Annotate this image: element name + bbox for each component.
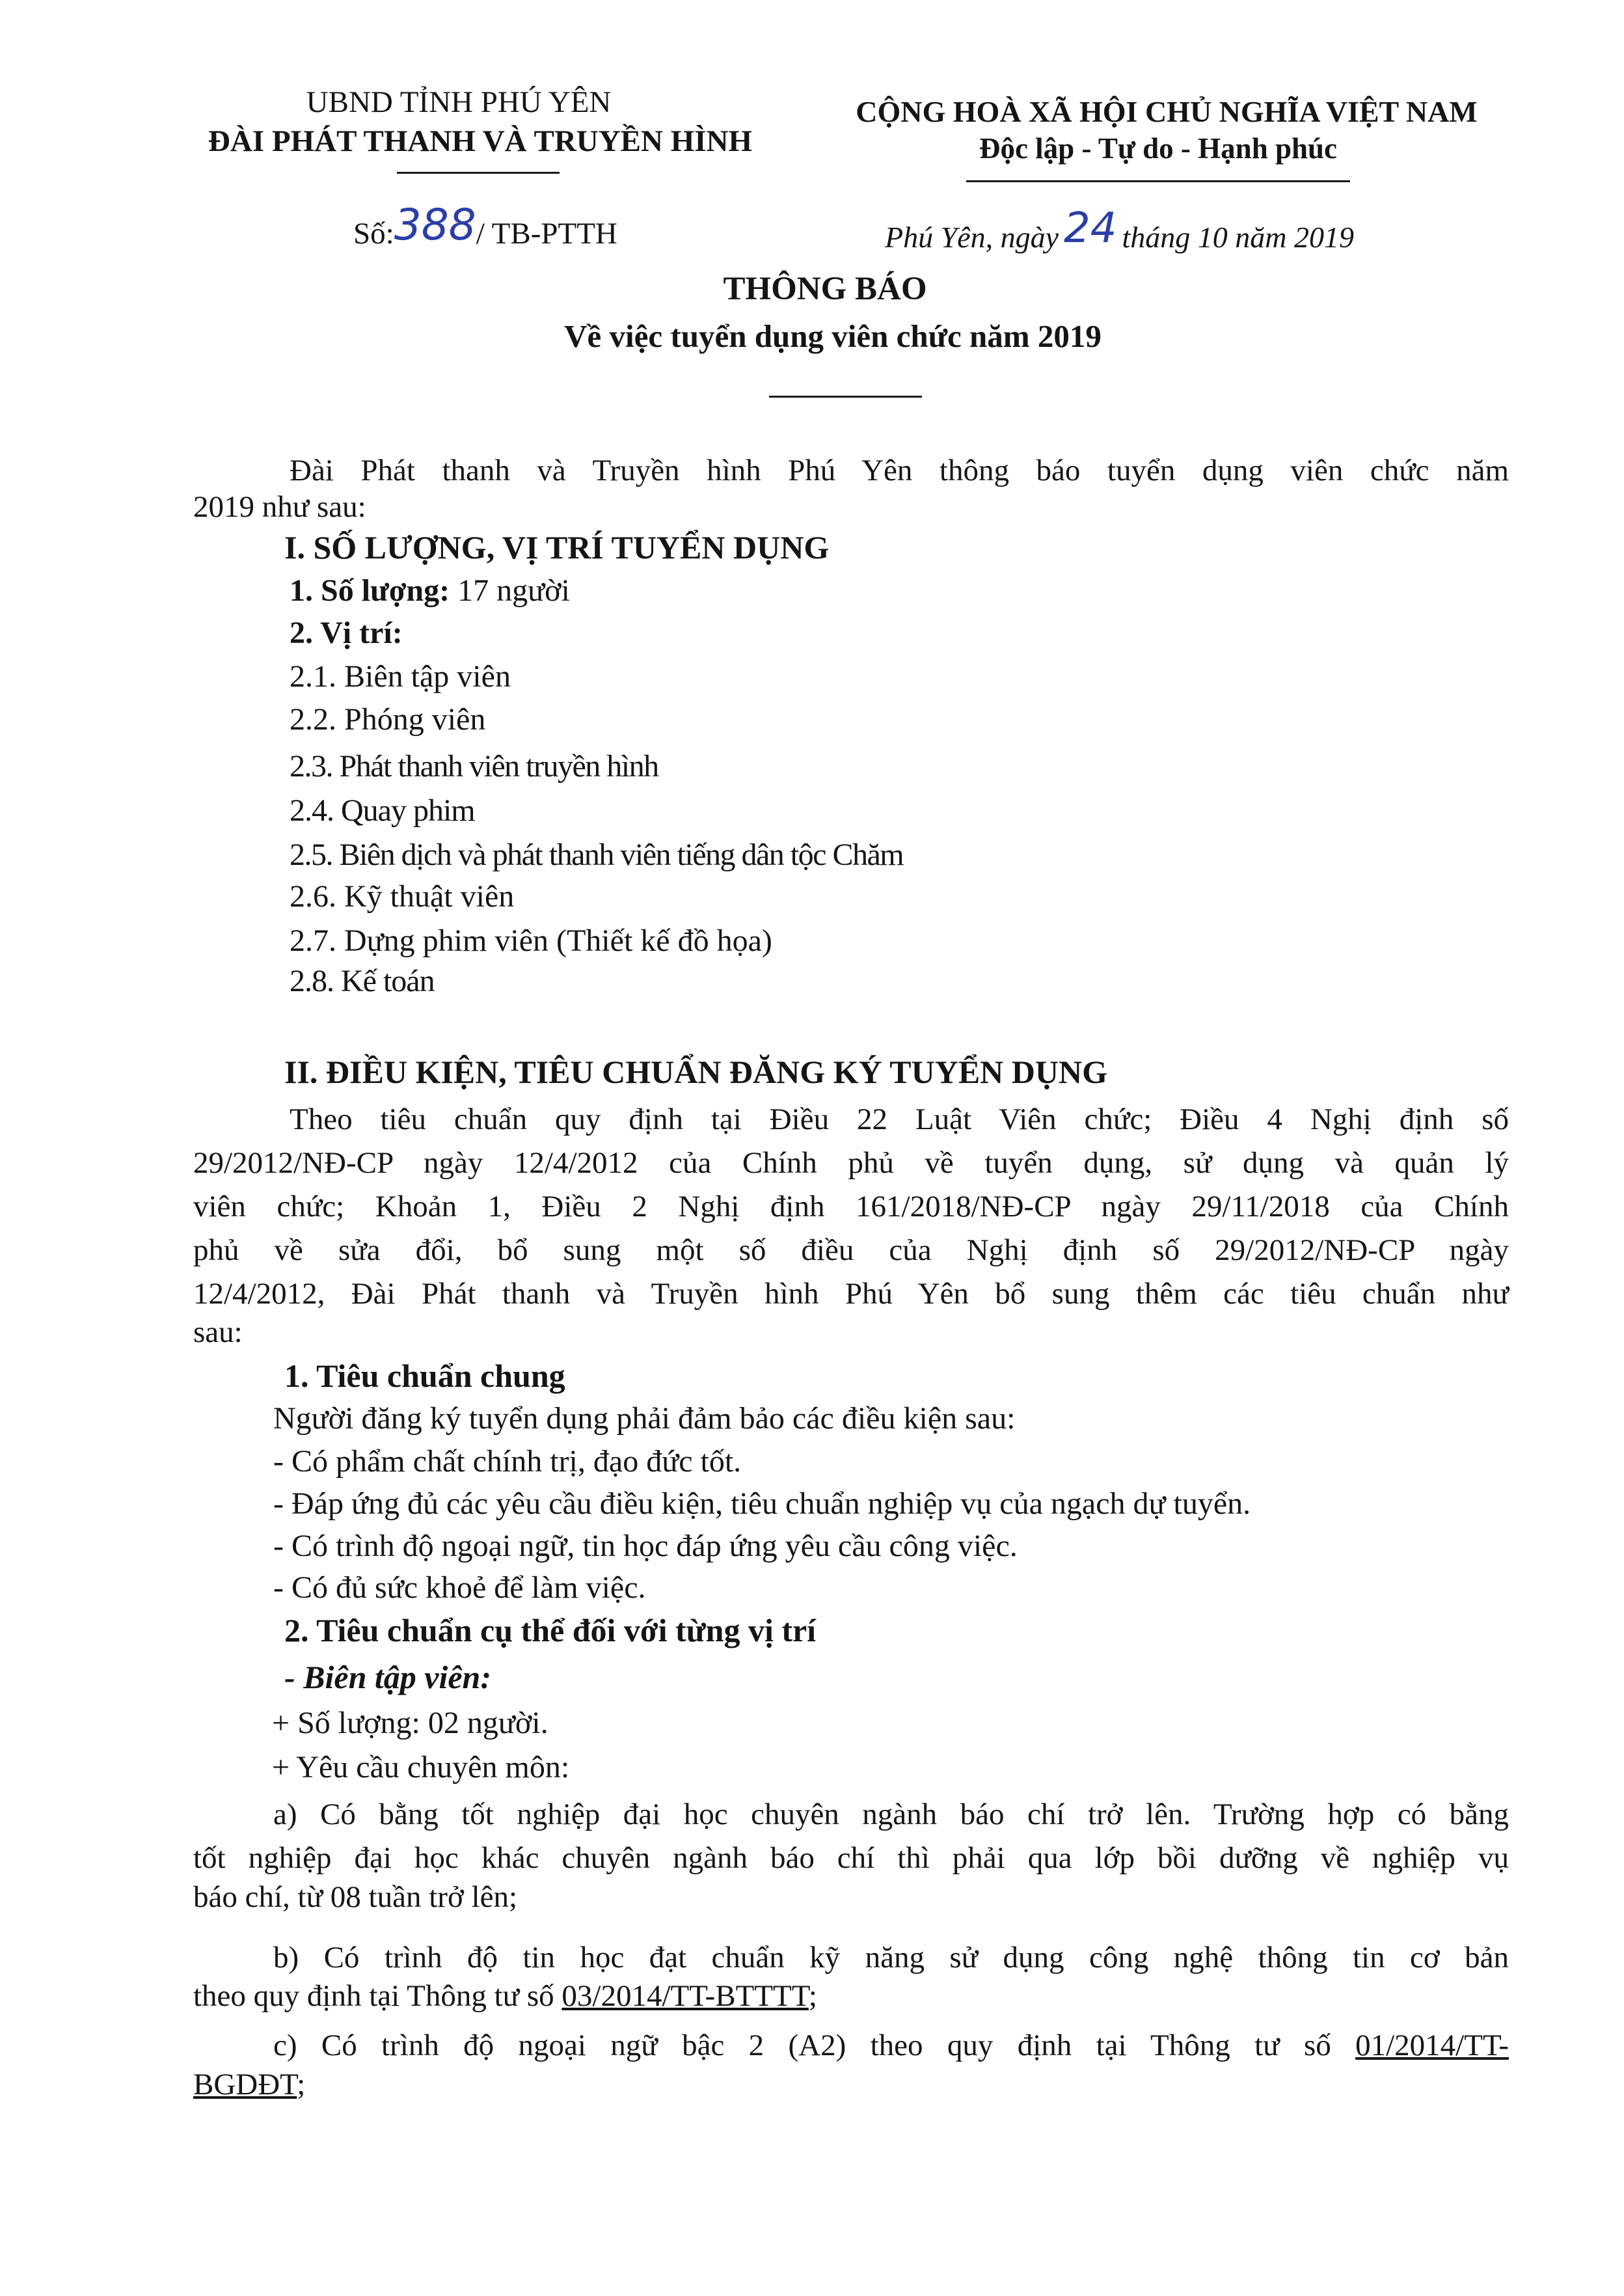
place-date-prefix: Phú Yên, ngày [885,221,1059,254]
position-item: 2.8. Kế toán [290,964,435,998]
editor-position-label: - Biên tập viên: [284,1659,492,1695]
doc-no-suffix: / TB-PTTH [476,217,617,251]
criteria-paragraph-line: sau: [193,1315,243,1349]
positions-label: 2. Vị trí: [290,616,403,650]
criteria-paragraph-line: 29/2012/NĐ-CP ngày 12/4/2012 của Chính phủ về tuyển dụng, sử dụng và quản lý [193,1146,1509,1180]
criteria-paragraph-line: 12/4/2012, Đài Phát thanh và Truyền hình Phú Yên bổ sung thêm các tiêu chuẩn như [193,1277,1509,1311]
doc-no-handwritten: 388 [394,200,476,250]
page-subject: Về việc tuyển dụng viên chức năm 2019 [564,318,1102,354]
req-c-reference: 01/2014/TT- [1355,2029,1509,2062]
general-criteria-heading: 1. Tiêu chuẩn chung [284,1358,565,1394]
document-number [353,200,617,254]
position-item: 2.6. Kỹ thuật viên [290,879,515,914]
req-b-reference: 03/2014/TT-BTTTT [562,1979,809,2013]
nation-motto: Độc lập - Tự do - Hạnh phúc [979,132,1338,165]
req-c-prefix: c) Có trình độ ngoại ngữ bậc 2 (A2) theo quy định tại Thông tư số [273,2029,1356,2062]
req-c-reference-continued: BGDĐT [193,2068,297,2101]
nation-title: CỘNG HOÀ XÃ HỘI CHỦ NGHĨA VIỆT NAM [856,95,1478,128]
position-item: 2.1. Biên tập viên [290,659,511,694]
position-item: 2.3. Phát thanh viên truyền hình [290,749,658,784]
page-title: THÔNG BÁO [723,271,927,307]
place-date [885,204,1354,258]
criteria-paragraph-line: viên chức; Khoản 1, Điều 2 Nghị định 161/2018/NĐ-CP ngày 29/11/2018 của Chính [193,1190,1509,1223]
section-2-heading: II. ĐIỀU KIỆN, TIÊU CHUẨN ĐĂNG KÝ TUYỂN DỤNG [284,1054,1107,1090]
quantity-value: 17 người [450,573,570,608]
quantity-label: 1. Số lượng: [290,573,450,608]
general-criteria-intro: Người đăng ký tuyển dụng phải đảm bảo các điều kiện sau: [273,1401,1016,1436]
req-b-prefix: theo quy định tại Thông tư số [193,1979,562,2013]
doc-no-prefix: Số: [353,217,394,251]
place-date-suffix: tháng 10 năm 2019 [1122,221,1354,254]
org-province: UBND TỈNH PHÚ YÊN [306,85,612,119]
general-criteria-item: - Đáp ứng đủ các yêu cầu điều kiện, tiêu chuẩn nghiệp vụ của ngạch dự tuyển. [273,1486,1251,1521]
day-handwritten: 24 [1064,204,1117,253]
org-underline [397,172,560,174]
quantity-line [290,573,570,608]
requirement-a-line: tốt nghiệp đại học khác chuyên ngành báo chí thì phải qua lớp bồi dưỡng về nghiệp vụ [193,1841,1509,1875]
requirement-a-line: a) Có bằng tốt nghiệp đại học chuyên ngành báo chí trở lên. Trường hợp có bằng [273,1797,1509,1831]
criteria-paragraph-line: Theo tiêu chuẩn quy định tại Điều 22 Luật Viên chức; Điều 4 Nghị định số [290,1102,1509,1136]
criteria-paragraph-line: phủ về sửa đổi, bổ sung một số điều của Nghị định số 29/2012/NĐ-CP ngày [193,1233,1509,1267]
req-c-suffix: ; [297,2068,306,2101]
requirement-a-line: báo chí, từ 08 tuần trở lên; [193,1880,518,1914]
requirement-c-line [193,2067,305,2102]
position-item: 2.2. Phóng viên [290,702,486,737]
general-criteria-item: - Có trình độ ngoại ngữ, tin học đáp ứng yêu cầu công việc. [273,1529,1018,1563]
position-item: 2.4. Quay phim [290,793,475,828]
requirement-b-line [193,1978,817,2014]
intro-line-2: 2019 như sau: [193,490,366,524]
intro-line-1: Đài Phát thanh và Truyền hình Phú Yên thông báo tuyển dụng viên chức năm [290,454,1509,487]
org-name: ĐÀI PHÁT THANH VÀ TRUYỀN HÌNH [208,124,753,158]
editor-requirements-label: + Yêu cầu chuyên môn: [272,1750,570,1784]
requirement-b-line: b) Có trình độ tin học đạt chuẩn kỹ năng sử dụng công nghệ thông tin cơ bản [273,1941,1509,1975]
specific-criteria-heading: 2. Tiêu chuẩn cụ thể đối với từng vị trí [284,1612,817,1648]
position-item: 2.5. Biên dịch và phát thanh viên tiếng dân tộc Chăm [290,838,904,872]
title-underline [769,396,922,398]
req-b-suffix: ; [808,1979,817,2013]
motto-underline [966,180,1350,182]
requirement-c-line [273,2024,1509,2067]
general-criteria-item: - Có phẩm chất chính trị, đạo đức tốt. [273,1444,742,1479]
position-item: 2.7. Dựng phim viên (Thiết kế đồ họa) [290,923,772,958]
section-1-heading: I. SỐ LƯỢNG, VỊ TRÍ TUYỂN DỤNG [284,529,830,566]
editor-quantity: + Số lượng: 02 người. [272,1706,548,1740]
general-criteria-item: - Có đủ sức khoẻ để làm việc. [273,1570,646,1605]
